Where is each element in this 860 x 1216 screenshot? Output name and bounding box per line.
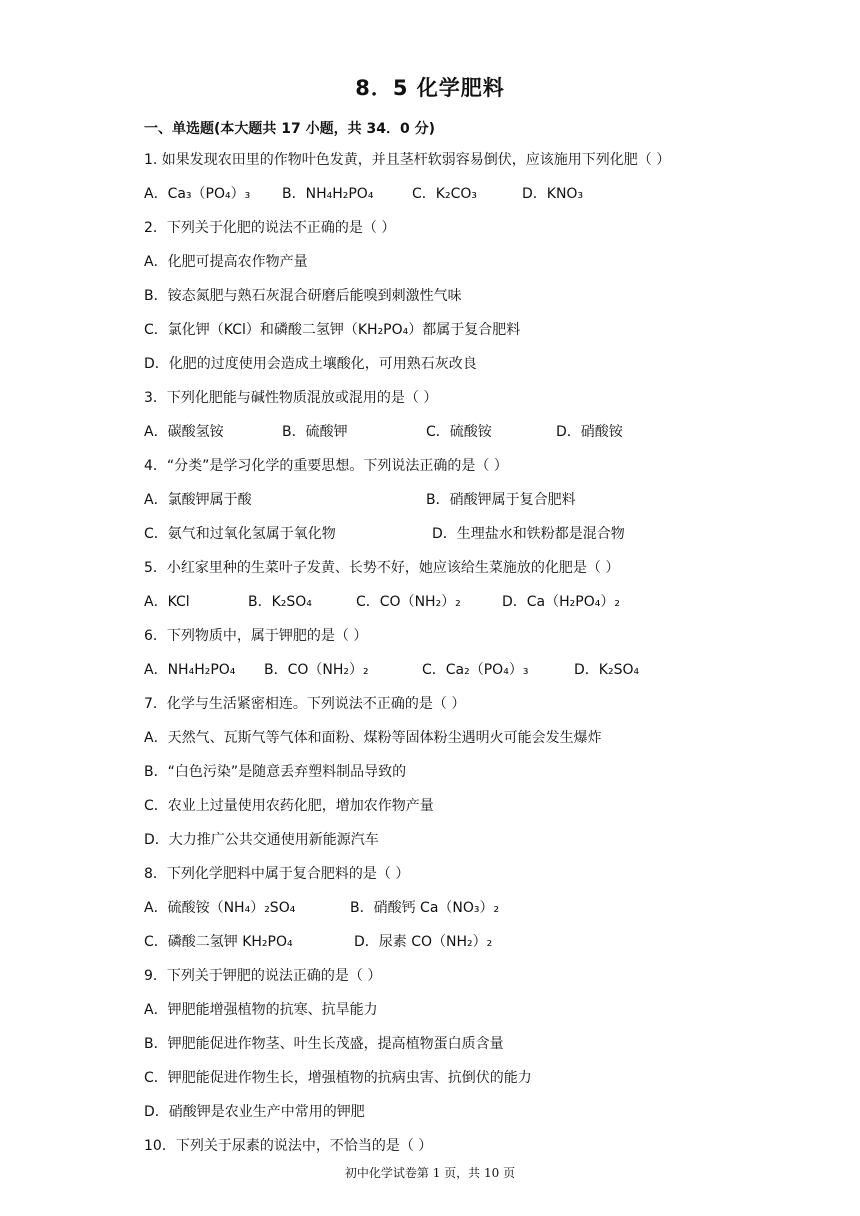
question-3-options: [144, 422, 724, 456]
page-footer: 初中化学试卷第 1 页，共 10 页: [344, 1166, 516, 1180]
question-2-option-c: C．氯化钾（KCl）和磷酸二氢钾（KH₂PO₄）都属于复合肥料: [144, 322, 521, 338]
question-9-option-b: B．钾肥能促进作物茎、叶生长茂盛，提高植物蛋白质含量: [144, 1036, 504, 1052]
question-7-option-c: C．农业上过量使用农药化肥，增加农作物产量: [144, 798, 434, 814]
question-4-options-row1: [144, 490, 724, 524]
question-8-option-b: B．硝酸钙 Ca（NO₃）₂: [350, 900, 500, 916]
question-4-option-a: A．氯酸钾属于酸: [144, 492, 252, 508]
question-1-option-d: D．KNO₃: [522, 186, 584, 202]
question-1-option-b: B．NH₄H₂PO₄: [282, 186, 374, 202]
question-3-option-a: A．碳酸氢铵: [144, 424, 224, 440]
question-6-option-b: B．CO（NH₂）₂: [264, 662, 369, 678]
question-9-option-d: D．硝酸钾是农业生产中常用的钾肥: [144, 1104, 365, 1120]
question-1-stem: 1. 如果发现农田里的作物叶色发黄，并且茎杆软弱容易倒伏，应该施用下列化肥（ ）: [144, 152, 671, 168]
question-7-option-b: B．“白色污染”是随意丢弃塑料制品导致的: [144, 764, 407, 780]
question-5-option-b: B．K₂SO₄: [248, 594, 312, 610]
question-8-option-d: D．尿素 CO（NH₂）₂: [354, 934, 493, 950]
question-2-option-b: B．铵态氮肥与熟石灰混合研磨后能嗅到刺激性气味: [144, 288, 462, 304]
question-8-option-a: A．硫酸铵（NH₄）₂SO₄: [144, 900, 296, 916]
question-6-option-c: C．Ca₂（PO₄）₃: [422, 662, 529, 678]
question-5-option-d: D．Ca（H₂PO₄）₂: [502, 594, 620, 610]
question-6-options: [144, 660, 724, 694]
question-4-stem: 4．“分类”是学习化学的重要思想。下列说法正确的是（ ）: [144, 458, 508, 474]
question-6-option-a: A．NH₄H₂PO₄: [144, 662, 236, 678]
question-3-stem: 3．下列化肥能与碱性物质混放或混用的是（ ）: [144, 390, 438, 406]
question-8-stem: 8．下列化学肥料中属于复合肥料的是（ ）: [144, 866, 410, 882]
document-title: 8．5 化学肥料: [355, 76, 505, 100]
question-3-option-b: B．硫酸钾: [282, 424, 348, 440]
question-5-option-c: C．CO（NH₂）₂: [356, 594, 461, 610]
question-4-option-c: C．氨气和过氧化氢属于氧化物: [144, 526, 336, 542]
question-9-option-c: C．钾肥能促进作物生长，增强植物的抗病虫害、抗倒伏的能力: [144, 1070, 532, 1086]
question-5-option-a: A．KCl: [144, 594, 190, 610]
question-8-options-row1: [144, 898, 724, 932]
question-2-stem: 2．下列关于化肥的说法不正确的是（ ）: [144, 220, 396, 236]
question-list: [144, 150, 724, 1170]
question-5-options: [144, 592, 724, 626]
question-5-stem: 5．小红家里种的生菜叶子发黄、长势不好，她应该给生菜施放的化肥是（ ）: [144, 560, 620, 576]
question-9-option-a: A．钾肥能增强植物的抗寒、抗旱能力: [144, 1002, 378, 1018]
section-heading: 一、单选题(本大题共 17 小题，共 34．0 分): [144, 121, 435, 137]
question-1-option-a: A．Ca₃（PO₄）₃: [144, 186, 251, 202]
question-3-option-d: D．硝酸铵: [556, 424, 623, 440]
question-6-stem: 6．下列物质中，属于钾肥的是（ ）: [144, 628, 368, 644]
question-2-option-d: D．化肥的过度使用会造成土壤酸化，可用熟石灰改良: [144, 356, 477, 372]
question-4-options-row2: [144, 524, 724, 558]
question-1-options: [144, 184, 724, 218]
question-7-option-a: A．天然气、瓦斯气等气体和面粉、煤粉等固体粉尘遇明火可能会发生爆炸: [144, 730, 602, 746]
question-2-option-a: A．化肥可提高农作物产量: [144, 254, 308, 270]
question-3-option-c: C．硫酸铵: [426, 424, 492, 440]
question-4-option-b: B．硝酸钾属于复合肥料: [426, 492, 576, 508]
question-7-option-d: D．大力推广公共交通使用新能源汽车: [144, 832, 379, 848]
question-4-option-d: D．生理盐水和铁粉都是混合物: [432, 526, 625, 542]
question-1-option-c: C．K₂CO₃: [412, 186, 477, 202]
question-8-options-row2: [144, 932, 724, 966]
question-9-stem: 9．下列关于钾肥的说法正确的是（ ）: [144, 968, 382, 984]
question-10-stem: 10．下列关于尿素的说法中，不恰当的是（ ）: [144, 1138, 433, 1154]
question-6-option-d: D．K₂SO₄: [574, 662, 640, 678]
question-8-option-c: C．磷酸二氢钾 KH₂PO₄: [144, 934, 293, 950]
question-7-stem: 7．化学与生活紧密相连。下列说法不正确的是（ ）: [144, 696, 466, 712]
